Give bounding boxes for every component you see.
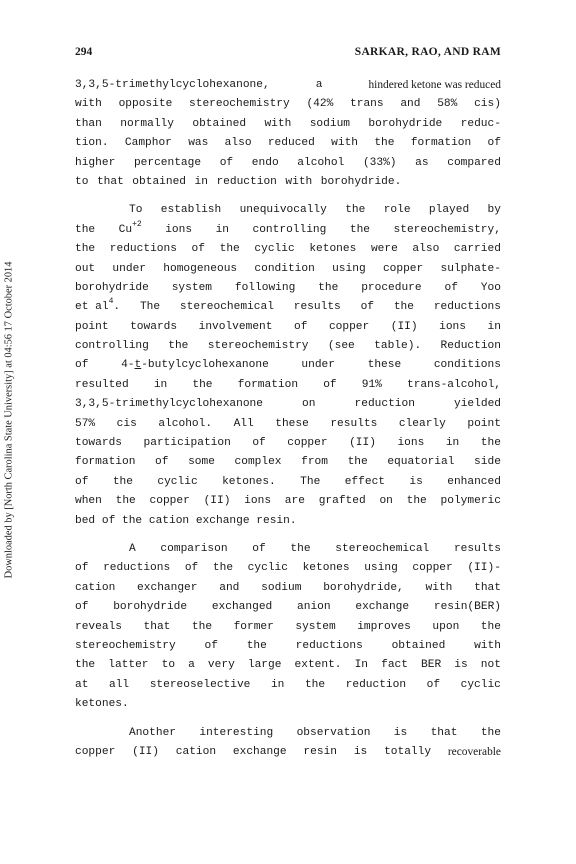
word: alcohol — [297, 156, 345, 169]
word: copper — [149, 495, 190, 508]
word: the — [290, 542, 311, 555]
word: interesting — [199, 726, 274, 739]
text-line — [75, 115, 501, 134]
word: of — [487, 137, 501, 150]
word: some — [188, 456, 215, 469]
compound-name — [121, 356, 269, 375]
word: a — [315, 79, 323, 91]
word: of — [444, 281, 458, 294]
word: upon — [432, 620, 460, 633]
word: obtained — [391, 639, 446, 652]
word: cis — [116, 417, 137, 430]
word: borohydride, — [323, 581, 404, 594]
word: controlling — [252, 223, 327, 236]
word: played — [428, 204, 470, 217]
word: (42% — [306, 98, 334, 111]
word: in — [270, 678, 285, 691]
word: percentage — [133, 156, 202, 169]
word: the — [219, 243, 240, 256]
word: cis) — [474, 98, 501, 111]
word: of — [75, 475, 89, 488]
word: yielded — [454, 398, 501, 411]
word: reductions — [295, 639, 363, 652]
word: (II) — [132, 745, 159, 758]
citation: et $al^4$. — [75, 297, 121, 314]
word: role — [383, 204, 411, 217]
word: the — [393, 301, 414, 314]
word: sodium — [309, 117, 351, 130]
word: To — [129, 204, 143, 217]
word: large — [247, 659, 282, 672]
word: formation — [237, 378, 299, 391]
word: 91% — [361, 378, 382, 391]
word: resin — [303, 745, 337, 758]
compound-prefix: 4- — [121, 359, 135, 372]
word: of — [75, 359, 89, 372]
citation-number: 4 — [108, 297, 114, 307]
word: procedure — [361, 281, 422, 294]
word: copper — [382, 262, 424, 275]
word: reductions — [433, 301, 501, 314]
word: (II) — [203, 495, 231, 508]
word: stereochemical — [179, 301, 274, 314]
word: point — [467, 417, 501, 430]
text-line — [75, 579, 501, 598]
word: these — [367, 359, 402, 372]
word: side — [474, 456, 501, 469]
text-line — [75, 173, 501, 192]
text-line — [75, 260, 501, 279]
text-line — [75, 618, 501, 637]
citation-author: et al — [75, 301, 109, 314]
copper-ion — [119, 221, 142, 240]
word: anion — [297, 601, 331, 614]
word: ketones. — [75, 698, 129, 711]
word: The — [300, 475, 321, 488]
word: as — [415, 156, 429, 169]
word: 57% — [75, 417, 96, 430]
compound-suffix: -butylcyclohexanone — [141, 359, 269, 372]
text-line — [75, 598, 501, 617]
word: copper — [412, 562, 453, 575]
word: results — [330, 417, 378, 430]
word: (II) — [390, 320, 418, 333]
download-watermark-text: Downloaded by [North Carolina State University] at 04:56 17 October 2014 — [3, 261, 15, 579]
word: that — [143, 620, 171, 633]
word: the — [115, 495, 136, 508]
word: is — [409, 475, 423, 488]
word: on — [379, 495, 393, 508]
word: the — [75, 223, 96, 236]
word: former — [233, 620, 274, 633]
word: (33%) — [362, 156, 397, 169]
word: reductions — [109, 243, 177, 256]
text-line — [75, 492, 501, 511]
tert-italic-marker: t — [134, 359, 142, 372]
word: effect — [344, 475, 386, 488]
word: Camphor — [124, 137, 172, 150]
text-line — [75, 434, 501, 453]
page-number: 294 — [75, 46, 93, 58]
text-line — [75, 676, 501, 695]
word: was — [188, 137, 209, 150]
word: totally — [384, 745, 432, 758]
word: ketones — [309, 243, 357, 256]
word: enhanced — [447, 475, 501, 488]
text-line — [75, 76, 501, 95]
text-line — [75, 540, 501, 559]
page-header — [75, 46, 501, 62]
word: of — [184, 562, 199, 575]
word: cation — [75, 581, 116, 594]
word: cyclic — [157, 475, 198, 488]
word: with — [474, 639, 501, 652]
text-line — [75, 695, 501, 714]
word: reduced — [267, 137, 315, 150]
word: observation — [296, 726, 371, 739]
word: the — [480, 620, 501, 633]
word: from — [301, 456, 328, 469]
word: borohydride — [368, 117, 443, 130]
word: ketones — [302, 562, 350, 575]
word: (see — [327, 340, 355, 353]
word: system — [171, 281, 213, 294]
word: the — [168, 340, 189, 353]
text-line — [75, 318, 501, 337]
word: controlling — [75, 340, 149, 353]
word: with — [425, 581, 453, 594]
text-line — [75, 201, 501, 220]
word: trans-alcohol, — [407, 378, 501, 391]
word: is — [393, 726, 408, 739]
word: BER — [421, 659, 442, 672]
word: with — [331, 137, 359, 150]
word: sodium — [261, 581, 302, 594]
word: comparison — [160, 542, 228, 555]
word: of — [293, 320, 308, 333]
paragraph-4 — [75, 724, 501, 763]
word: unequivocally — [239, 204, 327, 217]
word: cyclic — [247, 562, 288, 575]
word: all — [108, 678, 130, 691]
word: are — [284, 495, 305, 508]
word: stereochemistry — [189, 98, 290, 111]
text-line — [75, 279, 501, 298]
word: involvement — [198, 320, 273, 333]
word: that — [96, 175, 124, 188]
word: ions — [439, 320, 466, 333]
running-head: SARKAR, RAO, AND RAM — [354, 46, 501, 58]
paragraph-1 — [75, 76, 501, 192]
word: compared — [447, 156, 501, 169]
text-line — [75, 453, 501, 472]
word: the — [318, 281, 339, 294]
word: the — [191, 620, 213, 633]
paragraph-3 — [75, 540, 501, 715]
word: stereochemical — [335, 542, 430, 555]
text-line — [75, 512, 501, 531]
word: in — [153, 378, 168, 391]
word: of — [204, 639, 218, 652]
text-line — [75, 656, 501, 675]
word: A — [129, 542, 136, 555]
word: reduction — [345, 678, 407, 691]
word: in — [487, 320, 501, 333]
word: cation — [175, 745, 217, 758]
word: of — [191, 243, 205, 256]
word: stereochemistry, — [393, 223, 501, 236]
word: these — [275, 417, 309, 430]
word: clearly — [398, 417, 446, 430]
word: the — [374, 137, 395, 150]
word: latter — [108, 659, 149, 672]
word: exchanged — [211, 601, 273, 614]
word: reductions — [103, 562, 171, 575]
word: reduction — [216, 175, 277, 188]
word: using — [364, 562, 398, 575]
word: Yoo — [480, 281, 501, 294]
word: of — [360, 301, 375, 314]
word: the — [75, 243, 96, 256]
word: cyclic — [460, 678, 501, 691]
word: polymeric — [440, 495, 501, 508]
word: All — [233, 417, 254, 430]
word: cyclic — [254, 243, 295, 256]
word: table). — [374, 340, 422, 353]
word: equatorial — [387, 456, 455, 469]
word: borohydride — [113, 601, 188, 614]
text-line — [75, 298, 501, 317]
word: were — [370, 243, 398, 256]
word: Reduction — [440, 340, 501, 353]
word: exchanger — [137, 581, 198, 594]
word: with — [75, 98, 102, 111]
word: 58% — [437, 98, 458, 111]
word: ions — [244, 495, 272, 508]
word: a — [188, 659, 195, 672]
word: is — [353, 745, 368, 758]
word: also — [224, 137, 252, 150]
word: condition — [254, 262, 315, 275]
word: ions — [165, 223, 193, 236]
word: of — [75, 601, 89, 614]
word: when — [75, 495, 102, 508]
word: the — [480, 437, 501, 450]
word: endo — [251, 156, 279, 169]
word: ions — [397, 437, 425, 450]
word: higher — [75, 156, 116, 169]
word: the — [212, 562, 234, 575]
text-line — [75, 559, 501, 578]
word: obtained — [132, 175, 187, 188]
ion-symbol: Cu — [118, 223, 133, 236]
word: stereochemistry — [75, 639, 176, 652]
word: 3,3,5-trimethylcyclohexanone — [75, 398, 263, 411]
word: by — [487, 204, 501, 217]
word: formation — [75, 456, 136, 469]
text-line — [75, 415, 501, 434]
word: the — [480, 726, 501, 739]
word: Another — [129, 726, 176, 739]
word: resulted — [75, 378, 129, 391]
text-line — [75, 221, 501, 240]
word: 3,3,5-trimethylcyclohexanone, — [75, 79, 270, 91]
word: than — [75, 117, 102, 130]
word: borohydride — [75, 281, 149, 294]
word: and — [400, 98, 421, 111]
word: extent. — [294, 659, 342, 672]
word: not — [480, 659, 501, 672]
word: to — [161, 659, 176, 672]
word: of — [323, 378, 337, 391]
ion-charge: +2 — [132, 219, 142, 229]
word: In — [354, 659, 369, 672]
word: conditions — [433, 359, 501, 372]
word: establish — [160, 204, 222, 217]
word: exchange — [355, 601, 410, 614]
word: improves — [357, 620, 411, 633]
word: and — [219, 581, 240, 594]
word: The — [139, 301, 161, 314]
word: the — [347, 456, 368, 469]
word: with — [285, 175, 313, 188]
word: that — [474, 581, 501, 594]
word: to — [75, 175, 89, 188]
word: opposite — [118, 98, 173, 111]
word: also — [412, 243, 440, 256]
word: with — [264, 117, 292, 130]
word: under — [301, 359, 335, 372]
word: the — [345, 204, 366, 217]
download-watermark — [1, 190, 17, 650]
word: (II) — [349, 437, 376, 450]
word: normally — [120, 117, 174, 130]
word: is — [454, 659, 468, 672]
article-body — [75, 76, 501, 762]
word: results — [453, 542, 501, 555]
word: carried — [453, 243, 501, 256]
word: the — [192, 378, 213, 391]
word: tion. — [75, 137, 109, 150]
word: stereoselective — [149, 678, 251, 691]
word: towards — [130, 320, 178, 333]
word: towards — [75, 437, 122, 450]
word: copper — [328, 320, 370, 333]
word: of — [252, 542, 266, 555]
word: alcohol. — [158, 417, 213, 430]
word: copper — [75, 745, 116, 758]
text-line — [75, 743, 501, 762]
word: homogeneous — [163, 262, 238, 275]
word: at — [75, 678, 89, 691]
word: copper — [287, 437, 328, 450]
word: in — [194, 175, 208, 188]
word: results — [293, 301, 341, 314]
word: in — [215, 223, 229, 236]
word: the — [304, 678, 326, 691]
text-line — [75, 724, 501, 743]
word: very — [207, 659, 235, 672]
word: (II)- — [467, 562, 501, 575]
text-line — [75, 376, 501, 395]
word: of — [426, 678, 441, 691]
word: following — [234, 281, 296, 294]
text-line — [75, 337, 501, 356]
word: the — [406, 495, 427, 508]
word: reduc- — [460, 117, 501, 130]
word-group: recoverable — [447, 745, 501, 758]
text-line — [75, 637, 501, 656]
word: the — [75, 659, 96, 672]
text-line — [75, 356, 501, 375]
word: of — [75, 562, 89, 575]
word: under — [112, 262, 146, 275]
word: point — [75, 320, 109, 333]
word: using — [332, 262, 366, 275]
paragraph-2 — [75, 201, 501, 531]
word: borohydride. — [320, 175, 402, 188]
text-line — [75, 134, 501, 153]
text-line — [75, 473, 501, 492]
word: of — [155, 456, 169, 469]
word: stereochemistry — [207, 340, 309, 353]
text-line — [75, 95, 501, 114]
text-line — [75, 395, 501, 414]
word: that — [430, 726, 458, 739]
word: complex — [234, 456, 282, 469]
word: exchange — [232, 745, 287, 758]
word: reduction — [354, 398, 415, 411]
word: the — [349, 223, 371, 236]
word: of — [219, 156, 234, 169]
word: formation — [410, 137, 472, 150]
word: of — [252, 437, 266, 450]
word: the — [112, 475, 133, 488]
paragraph-last-line: bed of the cation exchange resin. — [75, 514, 297, 527]
word: system — [295, 620, 336, 633]
word: resin(BER) — [433, 601, 501, 614]
word: obtained — [192, 117, 247, 130]
word: sulphate- — [440, 262, 501, 275]
text-line — [75, 240, 501, 259]
word: reveals — [75, 620, 122, 633]
word: out — [75, 262, 96, 275]
word: trans — [350, 98, 384, 111]
word: in — [445, 437, 460, 450]
word: participation — [143, 437, 231, 450]
word: fact — [381, 659, 408, 672]
word-group: hindered ketone was reduced — [368, 79, 501, 91]
word: on — [302, 398, 316, 411]
word: grafted — [318, 495, 366, 508]
text-line — [75, 154, 501, 173]
word: the — [246, 639, 267, 652]
word: ketones. — [222, 475, 276, 488]
